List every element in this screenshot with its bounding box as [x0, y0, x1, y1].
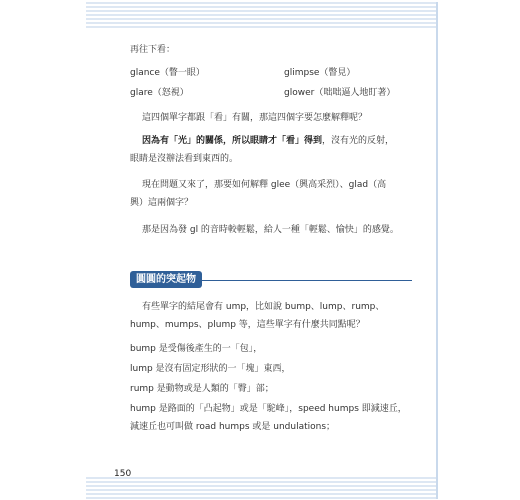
book-page: [86, 2, 438, 499]
section-heading: 圓圓的突起物: [136, 274, 196, 285]
question2-line-1: 現在問題又來了，那要如何解釋 glee（興高采烈）、glad（高: [142, 180, 387, 190]
section-line-2: hump、mumps、plump 等，這些單字有什麼共同點呢？: [130, 320, 365, 330]
word-glance: glance（瞥一眼）: [130, 68, 205, 78]
word-glimpse: glimpse（瞥見）: [284, 68, 356, 78]
rump-definition: rump 是動物或是人類的「臀」部；: [130, 384, 274, 394]
section-heading-rule: [202, 280, 412, 281]
answer-line-2: 眼睛是沒辦法看到東西的。: [130, 154, 239, 164]
answer-rest: ，沒有光的反射，: [322, 136, 395, 146]
hump-definition-line-2: 減速丘也可叫做 road humps 或是 undulations；: [130, 422, 336, 432]
footer-stripes: [86, 477, 438, 499]
answer-bold: 因為有「光」的關係，所以眼睛才「看」得到: [142, 136, 323, 146]
page-edge-rule: [436, 2, 438, 499]
question-paragraph: 這四個單字都跟「看」有關，那這四個字要怎麼解釋呢？: [142, 113, 368, 123]
section-line-1: 有些單字的結尾會有 ump，比如說 bump、lump、rump、: [142, 302, 385, 312]
lump-definition: lump 是沒有固定形狀的一「塊」東西，: [130, 364, 291, 374]
answer-paragraph: [142, 135, 394, 147]
page-number: 150: [114, 469, 132, 479]
word-glower: glower（咄咄逼人地盯著）: [284, 88, 396, 98]
reason-paragraph: 那是因為發 gl 的音時較輕鬆，給人一種「輕鬆、愉快」的感覺。: [142, 225, 399, 235]
question2-line-2: 興）這兩個字？: [130, 198, 194, 208]
word-glare: glare（怒視）: [130, 88, 189, 98]
bump-definition: bump 是受傷後產生的一「包」，: [130, 344, 263, 354]
header-stripes: [86, 2, 438, 28]
intro-text: 再往下看：: [130, 45, 176, 55]
hump-definition-line-1: hump 是路面的「凸起物」或是「駝峰」，speed humps 即減速丘，: [130, 404, 407, 414]
